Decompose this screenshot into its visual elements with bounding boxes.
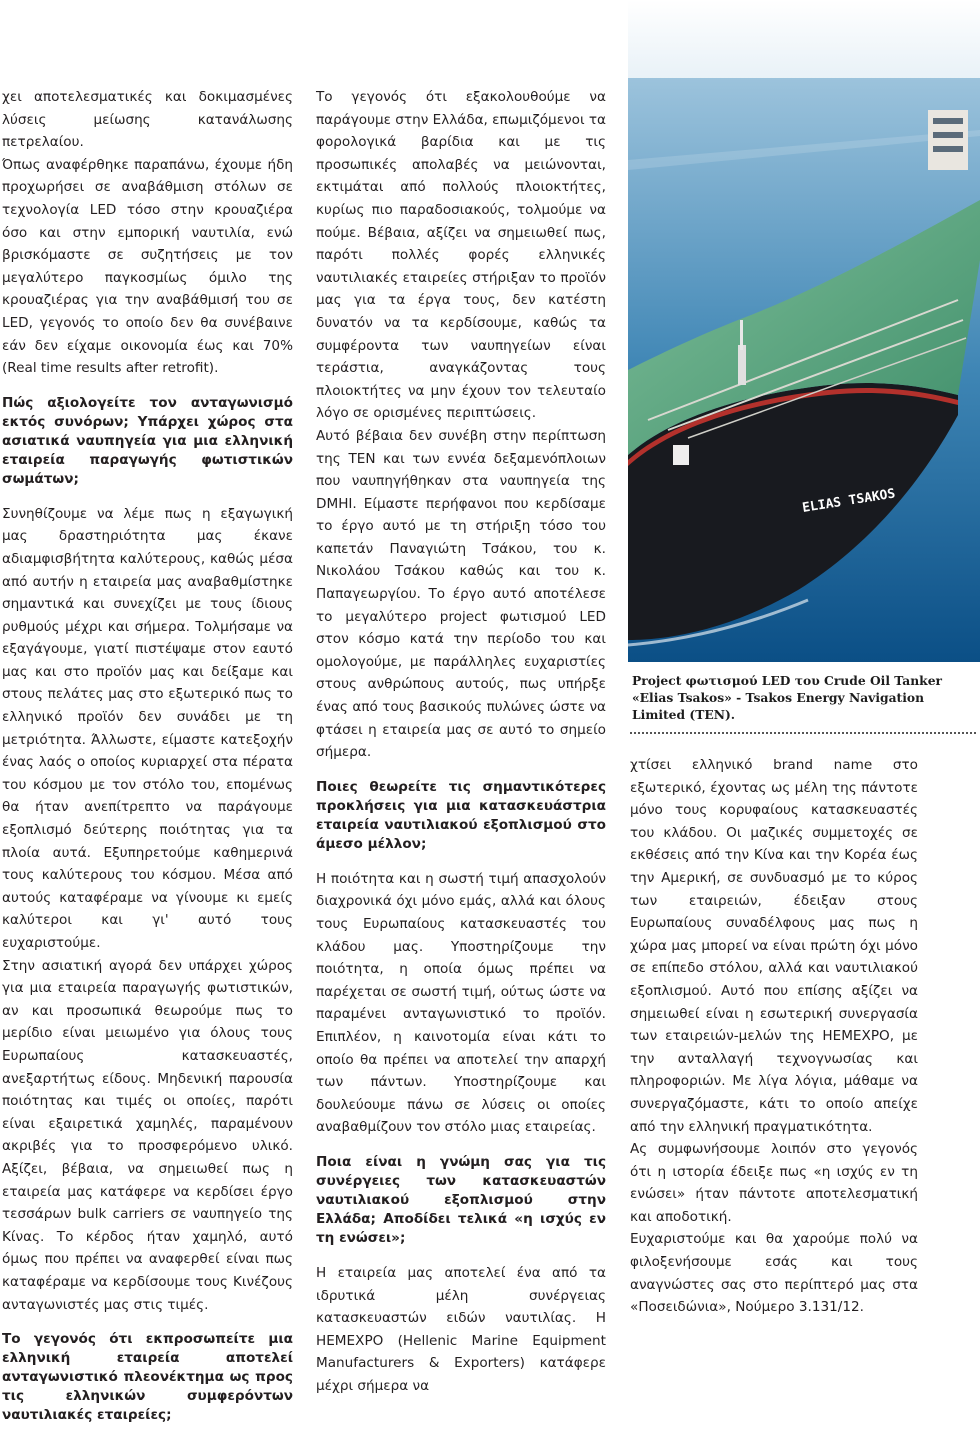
photo-caption: Project φωτισμού LED του Crude Oil Tanker «Elias Tsakos» - Tsakos Energy Navigation Limited (TEN). (632, 673, 942, 723)
question-heading: Το γεγονός ότι εκπροσωπείτε μια ελληνική εταιρεία αποτελεί ανταγωνιστικό πλεονέκτημα ως προς τις ελληνικών συμφερόντων ναυτιλιακές εταιρείες; (2, 1331, 293, 1424)
text-column-3 (630, 754, 918, 1319)
ship-name: ELIAS TSAKOS (801, 486, 897, 516)
text-column-2 (316, 86, 606, 1398)
text-column-1 (2, 86, 293, 1439)
tanker-illustration (628, 0, 980, 662)
paragraph: Ευχαριστούμε και θα χαρούμε πολύ να φιλοξενήσουμε εσάς και τους αναγνώστες σας στο περίπτερό μας στα «Ποσειδώνια», Νούμερο 3.131/12. (630, 1231, 918, 1316)
paragraph: Η εταιρεία μας αποτελεί ένα από τα ιδρυτικά μέλη συνέργειας κατασκευαστών ειδών ναυτιλίας. Η HEMEXPO (Hellenic Marine Equipment Manufacturers & Exporters) κατάφερε μέχρι σήμερα να (316, 1264, 606, 1394)
paragraph: χτίσει ελληνικό brand name στο εξωτερικό, έχοντας ως μέλη της πάντοτε μόνο τους κορυφαίους κατασκευαστές του κλάδου. Οι μαζικές συμμετοχές σε εκθέσεις από την Κίνα και την Κορέα έως την Αμερική, σε συνδυασμό με το κύρος των εταιρειών, έδειξαν στους Ευρωπαίους συναδέλφους μας πως η χώρα μας μπορεί να είναι πρώτη όχι μόνο σε επίπεδο στόλου, αλλά και ναυτιλιακού εξοπλισμού. Αυτό που επίσης αξίζει να σημειωθεί είναι η εσωτερική συνεργασία των εταιρειών-μελών της HEMEXPO, με την ανταλλαγή τεχνογνωσίας και πληροφοριών. Με λίγα λόγια, μάθαμε να συνεργαζόμαστε, κάτι το οποίο απείχε από την ελληνική πραγματικότητα. (630, 757, 918, 1135)
paragraph: Αυτό βέβαια δεν συνέβη στην περίπτωση της ΤΕΝ και των εννέα δεξαμενόπλοιων που ναυπηγήθηκαν στα ναυπηγεία της DMHI. Είμαστε περήφανοι που κερδίσαμε το έργο αυτό με τη στήριξη τόσο του καπετάν Παναγιώτη Τσάκου, του κ. Νικολάου Τσάκου καθώς και του κ. Παπαγεωργίου. Το έργο αυτό αποτέλεσε το μεγαλύτερο project φωτισμού LED στον κόσμο κατά την περίοδο του και ομολογούμε, με παράλληλες ευχαριστίες στους ανθρώπους αυτούς, πως υπήρξε ένας από τους βασικούς πυλώνες ώστε να φτάσει η εταιρεία μας σε αυτό το σημείο σήμερα. (316, 427, 606, 761)
paragraph: Όπως αναφέρθηκε παραπάνω, έχουμε ήδη προχωρήσει σε αναβάθμιση στόλων σε τεχνολογία LED τόσο στην κρουαζιέρα όσο και στην εμπορική ναυτιλία, ενώ βρισκόμαστε σε συζητήσεις με τον μεγαλύτερο παγκοσμίως όμιλο της κρουαζιέρας για την αναβάθμισή του σε LED, γεγονός το οποίο δεν θα συνέβαινε εάν δεν είχαμε οικονομία έως και 70% (Real time results after retrofit). (2, 156, 293, 377)
paragraph: Το γεγονός ότι εξακολουθούμε να παράγουμε στην Ελλάδα, επωμιζόμενοι τα φορολογικά βαρίδια και με τις προσωπικές απολαβές να μειώνονται, εκτιμάται από πολλούς πλοιοκτήτες, κυρίως πιο παραδοσιακούς, τολμούμε να πούμε. Βέβαια, αξίζει να σημειωθεί πως, παρότι πολλές φορές ελληνικές ναυτιλιακές εταιρείες στήριξαν το προϊόν μας για τα έργα τους, δεν κατέστη δυνατόν να τα κερδίσουμε, καθώς τα συμφέροντα των ναυπηγείων είναι τεράστια, αναγκάζοντας τους πλοιοκτήτες να μην έχουν τον τελευταίο λόγο σε ορισμένες περιπτώσεις. (316, 89, 607, 422)
paragraph: χει αποτελεσματικές και δοκιμασμένες λύσεις μείωσης κατανάλωσης πετρελαίου. (2, 89, 293, 151)
question-heading: Ποιες θεωρείτε τις σημαντικότερες προκλήσεις για μια κατασκευάστρια εταιρεία ναυτιλιακού εξοπλισμού στο άμεσο μέλλον; (316, 778, 606, 852)
dotted-divider (630, 732, 976, 734)
paragraph: Η ποιότητα και η σωστή τιμή απασχολούν διαχρονικά όχι μόνο εμάς, αλλά και όλους τους Ευρωπαίους κατασκευαστές του κλάδου μας. Υποστηρίζουμε την ποιότητα, η οποία όμως πρέπει να παρέχεται σε σωστή τιμή, ούτως ώστε να παραμένει ανταγωνιστικό το προϊόν. Επιπλέον, η καινοτομία είναι κάτι το οποίο θα πρέπει να αποτελεί την απαρχή των πάντων. Υποστηρίζουμε και δουλεύουμε πάνω σε λύσεις οι οποίες αναβαθμίζουν τον στόλο μιας εταιρείας. (316, 870, 606, 1136)
question-heading: Ποια είναι η γνώμη σας για τις συνέργειες των κατασκευαστών ναυτιλιακού εξοπλισμού στην Ελλάδα; Αποδίδει τελικά «η ισχύς εν τη ενώσει»; (316, 1153, 606, 1246)
paragraph: Στην ασιατική αγορά δεν υπάρχει χώρος για μια εταιρεία παραγωγής φωτιστικών, αν και προσωπικά θεωρούμε πως το μερίδιο είναι μειωμένο για όλους τους Ευρωπαίους κατασκευαστές, ανεξαρτήτως είδους. Μηδενική παρουσία ποιότητας και τιμές οι οποίες, παρότι είναι εξαιρετικά χαμηλές, παραμένουν ακριβές για το προσφερόμενο υλικό. Αξίζει, βέβαια, να σημειωθεί πως η εταιρεία μας κατάφερε να κερδίσει έργο τεσσάρων bulk carriers σε ναυπηγείο της Κίνας. Το κέρδος ήταν χαμηλό, αυτό όμως που πρέπει να αναφερθεί είναι πως καταφέραμε να κερδίσουμε τους Κινέζους ανταγωνιστές μας στις τιμές. (2, 957, 293, 1313)
mast (738, 345, 746, 385)
paragraph: Συνηθίζουμε να λέμε πως η εξαγωγική μας δραστηριότητα μας έκανε αδιαμφισβήτητα καλύτερους, καθώς μέσα από αυτήν η εταιρεία μας αναβαθμίστηκε σημαντικά και συνεχίζει με τους ίδιους ρυθμούς μέχρι και σήμερα. Τολμήσαμε να εξαγάγουμε, γιατί πιστέψαμε στον εαυτό μας και στο προϊόν μας και δείξαμε και στους πελάτες μας στο εξωτερικό πως το ελληνικό προϊόν δεν συνάδει με τη μετριότητα. Άλλωστε, είμαστε κατεξοχήν ένας λαός ο οποίος κυριαρχεί στα πέρατα του κόσμου με τον στόλο του, επομένως θα ήταν ανεπίτρεπτο να παράγουμε εξοπλισμό δεύτερης ποιότητας για τα πλοία αυτά. Εξυπηρετούμε καθημερινά τους καλύτερους του κόσμου. Μέσα από αυτούς καταφέραμε να γίνουμε κι εμείς καλύτεροι και γι' αυτό τους ευχαριστούμε. (2, 505, 293, 951)
question-heading: Πώς αξιολογείτε τον ανταγωνισμό εκτός συνόρων; Υπάρχει χώρος στα ασιατικά ναυπηγεία για μια ελληνική εταιρεία παραγωγής φωτιστικών σωμάτων; (2, 394, 293, 487)
paragraph: Ας συμφωνήσουμε λοιπόν στο γεγονός ότι η ιστορία έδειξε πως «η ισχύς εν τη ενώσει» ήταν πάντοτε αποτελεσματική και αποδοτική. (630, 1141, 918, 1225)
tanker-photo (628, 0, 980, 662)
